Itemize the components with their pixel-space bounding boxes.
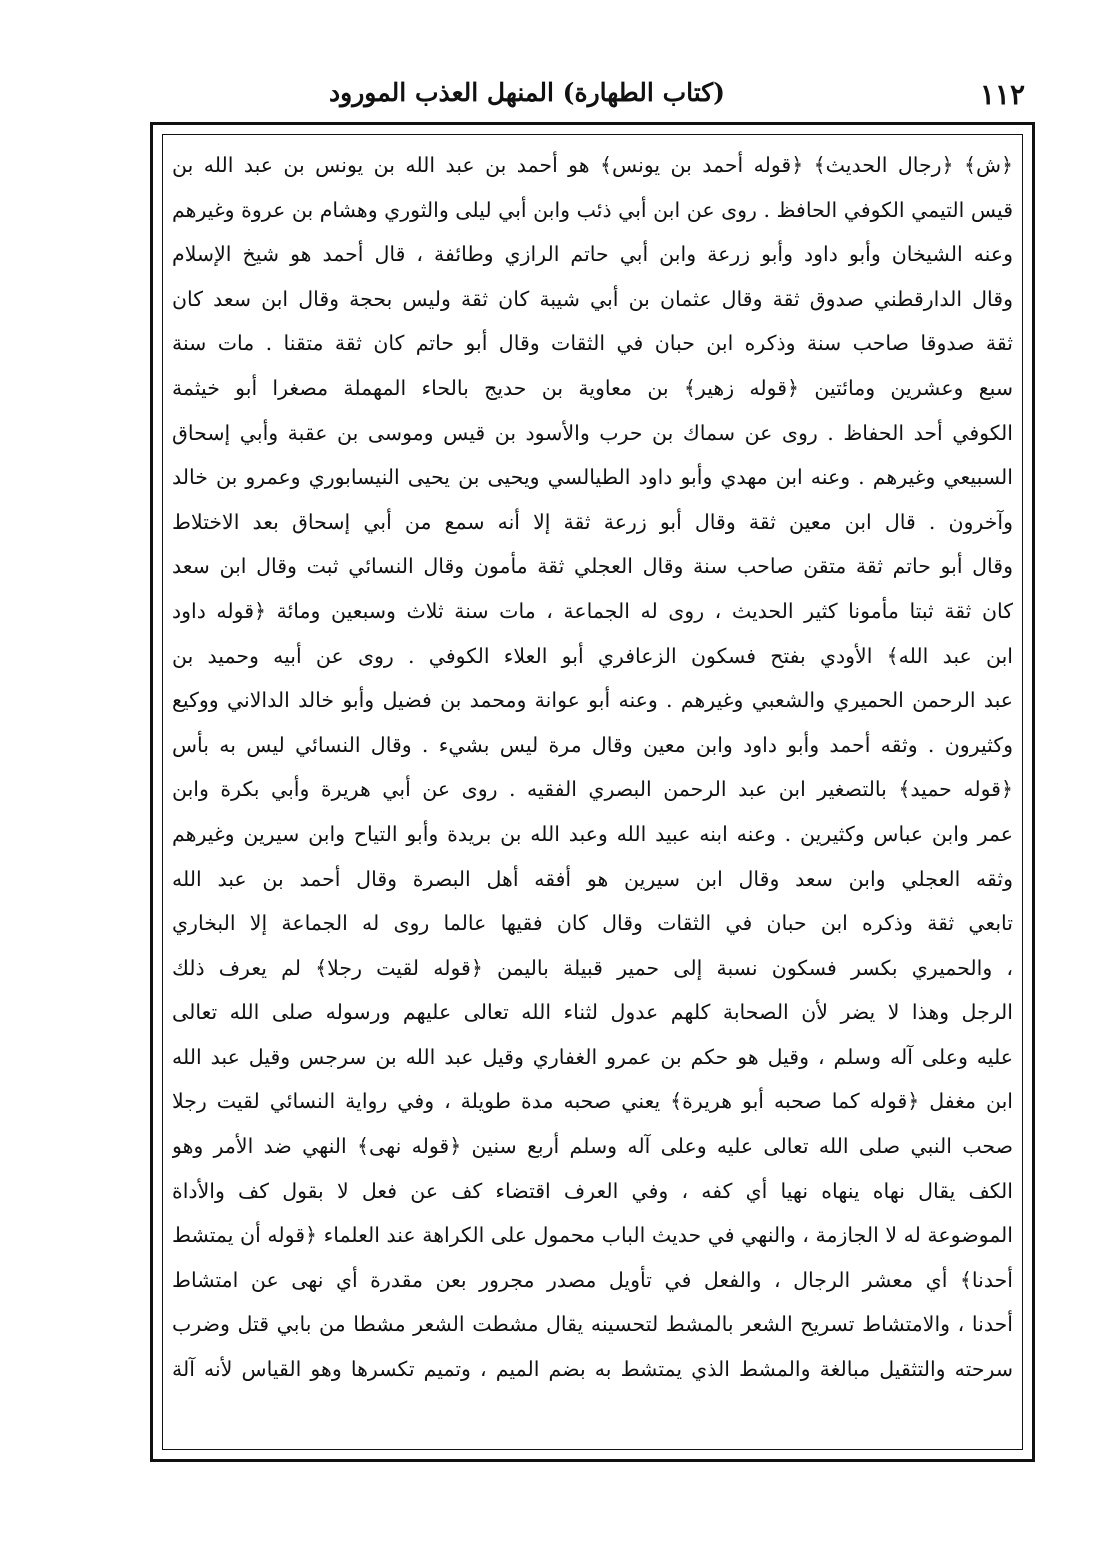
text-line: ﴿ش﴾ ﴿رجال الحديث﴾ ﴿قوله أحمد بن يونس﴾ هو أحمد بن عبد الله بن يونس بن عبد الله بن [172, 153, 1013, 177]
text-line: سرحته والتثقيل مبالغة والمشط الذي يمتشط به بضم الميم ، وتميم تكسرها وهو القياس لأنه آلة [172, 1357, 1013, 1382]
text-line: وقال أبو حاتم ثقة متقن صاحب سنة وقال العجلي ثقة مأمون وقال النسائي ثبت وقال ابن سعد [172, 554, 1013, 579]
text-line: وقال الدارقطني صدوق ثقة وقال عثمان بن أبي شيبة كان ثقة وليس بحجة وقال ابن سعد كان [172, 286, 1013, 311]
text-line: السبيعي وغيرهم . وعنه ابن مهدي وأبو داود الطيالسي ويحيى بن يحيى النيسابوري وعمرو بن خالد [172, 465, 1013, 490]
running-title: (كتاب الطهارة) المنهل العذب المورود [329, 78, 725, 107]
text-line: صحب النبي صلى الله تعالى عليه وعلى آله وسلم أربع سنين ﴿قوله نهى﴾ النهي ضد الأمر وهو [172, 1134, 1013, 1159]
text-line: ، والحميري بكسر فسكون نسبة إلى حمير قبيلة باليمن ﴿قوله لقيت رجلا﴾ لم يعرف ذلك [172, 955, 1013, 980]
text-line: ابن عبد الله﴾ الأودي بفتح فسكون الزعافري أبو العلاء الكوفي . روى عن أبيه وحميد بن [172, 643, 1013, 668]
text-line: عبد الرحمن الحميري والشعبي وغيرهم . وعنه أبو عوانة ومحمد بن فضيل وأبو خالد الدالاني ووكيع [172, 688, 1013, 713]
text-line: ﴿قوله حميد﴾ بالتصغير ابن عبد الرحمن البصري الفقيه . روى عن أبي هريرة وأبي بكرة وابن [172, 777, 1013, 802]
text-line: وآخرون . قال ابن معين ثقة وقال أبو زرعة ثقة إلا أنه سمع من أبي إسحاق بعد الاختلاط [172, 509, 1013, 534]
text-line: أحدنا ، والامتشاط تسريح الشعر بالمشط لتحسينه يقال مشطت الشعر مشطا من بابي قتل وضرب [172, 1312, 1013, 1337]
text-line: عمر وابن عباس وكثيرين . وعنه ابنه عبيد الله وعبد الله بن بريدة وأبو التياح وابن سيرين وغيرهم [172, 821, 1013, 846]
text-line: ثقة صدوقا صاحب سنة وذكره ابن حبان في الثقات وقال أبو حاتم كان ثقة متقنا . مات سنة [172, 331, 1013, 356]
text-line: سبع وعشرين ومائتين ﴿قوله زهير﴾ بن معاوية بن حديج بالحاء المهملة مصغرا أبو خيثمة [172, 375, 1013, 400]
page-header [180, 78, 1025, 118]
text-line: الموضوعة له لا الجازمة ، والنهي في حديث الباب محمول على الكراهة عند العلماء ﴿قوله أن يمتشط [172, 1223, 1013, 1248]
body-text [172, 143, 1013, 1392]
text-line: وعنه الشيخان وأبو داود وأبو زرعة وابن أبي حاتم الرازي وطائفة ، قال أحمد هو شيخ الإسلام [172, 242, 1013, 267]
text-line: الكف يقال نهاه ينهاه نهيا أي كفه ، وفي العرف اقتضاء كف عن فعل لا بقول كف والأداة [172, 1178, 1013, 1203]
text-line: تابعي ثقة وذكره ابن حبان في الثقات وقال كان فقيها عالما روى له الجماعة إلا البخاري [172, 911, 1013, 936]
text-line: قيس التيمي الكوفي الحافظ . روى عن ابن أبي ذئب وابن أبي ليلى والثوري وهشام بن عروة وغيرهم [172, 197, 1013, 222]
page-number: ١١٢ [979, 78, 1025, 111]
text-line: وثقه العجلي وابن سعد وقال ابن سيرين هو أفقه أهل البصرة وقال أحمد بن عبد الله [172, 866, 1013, 891]
text-line: الكوفي أحد الحفاظ . روى عن سماك بن حرب والأسود بن قيس وموسى بن عقبة وأبي إسحاق [172, 420, 1013, 445]
text-line: عليه وعلى آله وسلم ، وقيل هو حكم بن عمرو الغفاري وقيل عبد الله بن سرجس وقيل عبد الله [172, 1044, 1013, 1069]
text-line: الرجل وهذا لا يضر لأن الصحابة كلهم عدول لثناء الله تعالى عليهم ورسوله صلى الله تعالى [172, 1000, 1013, 1025]
text-line: كان ثقة ثبتا مأمونا كثير الحديث ، روى له الجماعة ، مات سنة ثلاث وسبعين ومائة ﴿قوله داود [172, 598, 1013, 623]
text-line: أحدنا﴾ أي معشر الرجال ، والفعل في تأويل مصدر مجرور بعن مقدرة أي نهى عن امتشاط [172, 1267, 1013, 1292]
text-line: ابن مغفل ﴿قوله كما صحبه أبو هريرة﴾ يعني صحبه مدة طويلة ، وفي رواية النسائي لقيت رجلا [172, 1089, 1013, 1114]
text-line: وكثيرون . وثقه أحمد وأبو داود وابن معين وقال مرة ليس بشيء . وقال النسائي ليس به بأس [172, 732, 1013, 757]
